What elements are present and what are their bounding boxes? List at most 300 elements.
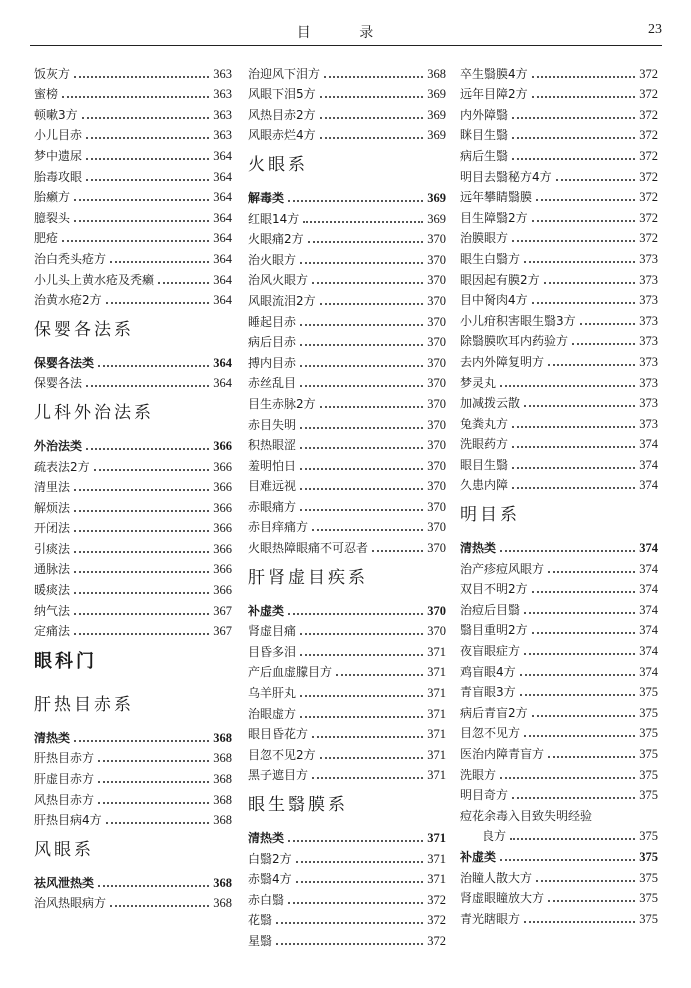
section-heading: 明目系 xyxy=(460,505,520,526)
toc-entry xyxy=(248,289,446,310)
entry-title: 治白秃头疮方 xyxy=(34,251,107,266)
entry-page-number: 363 xyxy=(213,128,232,143)
section-heading: 肝热目赤系 xyxy=(34,695,134,716)
entry-page-number: 375 xyxy=(639,829,658,844)
entry-page-number: 371 xyxy=(427,747,446,762)
dot-leader xyxy=(524,921,635,923)
dot-leader xyxy=(74,489,209,491)
section-heading: 火眼系 xyxy=(248,155,308,176)
entry-title: 赤丝乱目 xyxy=(248,376,297,391)
entry-page-number: 375 xyxy=(639,891,658,906)
entry-title: 清热类 xyxy=(34,730,71,745)
toc-column-2 xyxy=(248,62,446,950)
entry-title: 风眼下泪5方 xyxy=(248,87,316,102)
entry-title: 胎癞方 xyxy=(34,190,71,205)
entry-title: 赤翳4方 xyxy=(248,872,292,887)
dot-leader xyxy=(288,200,423,202)
entry-title: 洗眼方 xyxy=(460,767,497,782)
entry-title: 良方 xyxy=(482,829,507,844)
entry-title: 肝热目赤方 xyxy=(34,751,95,766)
toc-entry xyxy=(248,681,446,702)
dot-leader xyxy=(288,613,423,615)
entry-title: 清里法 xyxy=(34,480,71,495)
toc-entry xyxy=(34,268,232,289)
toc-entry xyxy=(248,847,446,868)
toc-entry xyxy=(34,124,232,145)
entry-title: 肝热目病4方 xyxy=(34,813,102,828)
toc-entry xyxy=(248,228,446,249)
entry-page-number: 370 xyxy=(427,335,446,350)
toc-category xyxy=(248,826,446,847)
entry-page-number: 369 xyxy=(427,107,446,122)
dot-leader xyxy=(320,137,424,139)
entry-page-number: 370 xyxy=(427,417,446,432)
entry-page-number: 364 xyxy=(213,355,232,370)
toc-entry xyxy=(248,516,446,537)
dot-leader xyxy=(524,735,635,737)
dot-leader xyxy=(500,777,635,779)
entry-title: 肾虚目痛 xyxy=(248,624,297,639)
entry-page-number: 370 xyxy=(427,314,446,329)
department-heading: 眼科门 xyxy=(34,651,97,673)
entry-title: 梦灵丸 xyxy=(460,375,497,390)
entry-page-number: 364 xyxy=(213,169,232,184)
dot-leader xyxy=(300,633,423,635)
entry-title: 久患内障 xyxy=(460,478,509,493)
toc-category xyxy=(34,871,232,892)
toc-entry xyxy=(34,892,232,913)
dot-leader xyxy=(320,303,424,305)
toc-entry xyxy=(34,247,232,268)
entry-title: 红眼14方 xyxy=(248,211,300,226)
toc-entry xyxy=(248,83,446,104)
entry-title: 洗眼药方 xyxy=(460,437,509,452)
entry-title: 治风火眼方 xyxy=(248,273,309,288)
dot-leader xyxy=(300,324,423,326)
entry-page-number: 375 xyxy=(639,849,658,864)
entry-page-number: 374 xyxy=(639,644,658,659)
entry-page-number: 368 xyxy=(213,751,232,766)
entry-title: 肥疮 xyxy=(34,231,59,246)
entry-page-number: 373 xyxy=(639,313,658,328)
entry-title: 远年目障2方 xyxy=(460,87,528,102)
dot-leader xyxy=(510,838,635,840)
toc-entry xyxy=(248,413,446,434)
entry-page-number: 370 xyxy=(427,293,446,308)
toc-entry xyxy=(460,907,658,928)
entry-title: 治风热眼病方 xyxy=(34,896,107,911)
entry-page-number: 370 xyxy=(427,541,446,556)
entry-page-number: 375 xyxy=(639,788,658,803)
dot-leader xyxy=(74,613,209,615)
dot-leader xyxy=(500,385,635,387)
toc-entry xyxy=(248,888,446,909)
dot-leader xyxy=(548,900,635,902)
entry-title: 保婴各法类 xyxy=(34,355,95,370)
dot-leader xyxy=(86,385,209,387)
dot-leader xyxy=(300,488,423,490)
toc-entry xyxy=(460,350,658,371)
dot-leader xyxy=(300,447,423,449)
toc-entry xyxy=(34,620,232,641)
dot-leader xyxy=(520,694,636,696)
page-title: 目 录 xyxy=(296,25,396,41)
entry-title: 睡起目赤 xyxy=(248,314,297,329)
toc-entry xyxy=(460,433,658,454)
entry-title: 风热目赤方 xyxy=(34,792,95,807)
dot-leader xyxy=(296,881,424,883)
entry-page-number: 366 xyxy=(213,583,232,598)
entry-title: 祛风泄热类 xyxy=(34,875,95,890)
dot-leader xyxy=(512,426,635,428)
toc-entry xyxy=(34,289,232,310)
dot-leader xyxy=(524,261,635,263)
entry-title: 远年攀睛翳膜 xyxy=(460,190,533,205)
entry-title: 目中胬肉4方 xyxy=(460,293,528,308)
toc-entry xyxy=(34,578,232,599)
entry-page-number: 368 xyxy=(213,772,232,787)
dot-leader xyxy=(500,859,635,861)
entry-title: 明目奇方 xyxy=(460,788,509,803)
toc-entry xyxy=(248,351,446,372)
dot-leader xyxy=(300,654,423,656)
entry-title: 治膜眼方 xyxy=(460,231,509,246)
entry-page-number: 366 xyxy=(213,500,232,515)
dot-leader xyxy=(524,612,635,614)
toc-entry xyxy=(460,742,658,763)
dot-leader xyxy=(512,446,635,448)
toc-entry xyxy=(248,743,446,764)
dot-leader xyxy=(74,633,209,635)
entry-title: 目生障翳2方 xyxy=(460,210,528,225)
dot-leader xyxy=(512,467,635,469)
toc-category xyxy=(248,599,446,620)
toc-entry xyxy=(248,702,446,723)
entry-title: 积热眼涩 xyxy=(248,438,297,453)
entry-title: 去内外障复明方 xyxy=(460,354,545,369)
dot-leader xyxy=(312,282,423,284)
entry-page-number: 364 xyxy=(213,231,232,246)
toc-entry xyxy=(248,495,446,516)
toc-entry xyxy=(248,640,446,661)
entry-page-number: 372 xyxy=(639,169,658,184)
entry-page-number: 369 xyxy=(427,211,446,226)
entry-title: 目忽不见方 xyxy=(460,726,521,741)
toc-entry xyxy=(248,661,446,682)
entry-page-number: 370 xyxy=(427,273,446,288)
section-heading: 儿科外治法系 xyxy=(34,403,154,424)
toc-entry xyxy=(460,598,658,619)
toc-entry xyxy=(460,763,658,784)
toc-entry xyxy=(34,558,232,579)
entry-title: 梦中遗尿 xyxy=(34,148,83,163)
entry-page-number: 374 xyxy=(639,623,658,638)
entry-title: 青盲眼3方 xyxy=(460,685,516,700)
dot-leader xyxy=(74,510,209,512)
dot-leader xyxy=(512,487,635,489)
entry-title: 保婴各法 xyxy=(34,376,83,391)
dot-leader xyxy=(300,344,423,346)
dot-leader xyxy=(98,781,209,783)
section-heading: 保婴各法系 xyxy=(34,320,134,341)
dot-leader xyxy=(320,117,424,119)
toc-entry xyxy=(34,788,232,809)
toc-entry xyxy=(460,557,658,578)
toc-entry xyxy=(248,392,446,413)
dot-leader xyxy=(300,468,423,470)
entry-title: 外治法类 xyxy=(34,438,83,453)
dot-leader xyxy=(300,716,423,718)
dot-leader xyxy=(74,551,209,553)
entry-page-number: 372 xyxy=(639,210,658,225)
dot-leader xyxy=(372,550,423,552)
toc-entry xyxy=(460,62,658,83)
entry-title: 胎毒攻眼 xyxy=(34,169,83,184)
entry-page-number: 368 xyxy=(427,66,446,81)
entry-title: 乌羊肝丸 xyxy=(248,686,297,701)
page-header xyxy=(30,18,662,46)
dot-leader xyxy=(288,902,423,904)
entry-title: 翳目重明2方 xyxy=(460,623,528,638)
entry-page-number: 370 xyxy=(427,479,446,494)
dot-leader xyxy=(296,861,424,863)
dot-leader xyxy=(74,530,209,532)
entry-page-number: 371 xyxy=(427,872,446,887)
dot-leader xyxy=(520,674,636,676)
entry-title: 赤目失明 xyxy=(248,417,297,432)
dot-leader xyxy=(512,240,635,242)
dot-leader xyxy=(556,179,636,181)
toc-entry xyxy=(34,62,232,83)
dot-leader xyxy=(62,240,209,242)
entry-page-number: 369 xyxy=(427,128,446,143)
entry-title: 治产疹痘风眼方 xyxy=(460,561,545,576)
entry-title: 开闭法 xyxy=(34,521,71,536)
toc-entry xyxy=(34,455,232,476)
entry-page-number: 370 xyxy=(427,252,446,267)
entry-title: 治瞳人散大方 xyxy=(460,870,533,885)
entry-title: 病后生翳 xyxy=(460,148,509,163)
entry-page-number: 368 xyxy=(213,896,232,911)
toc-entry xyxy=(460,392,658,413)
entry-page-number: 368 xyxy=(213,875,232,890)
dot-leader xyxy=(536,880,635,882)
entry-title: 小儿目赤 xyxy=(34,128,83,143)
entry-title: 补虚类 xyxy=(460,849,497,864)
entry-title: 加减拨云散 xyxy=(460,396,521,411)
dot-leader xyxy=(303,221,423,223)
toc-entry xyxy=(248,372,446,393)
toc-entry xyxy=(248,331,446,352)
toc-entry xyxy=(248,929,446,950)
entry-title: 眼生白翳方 xyxy=(460,251,521,266)
entry-page-number: 364 xyxy=(213,251,232,266)
toc-category xyxy=(460,845,658,866)
toc-entry xyxy=(248,764,446,785)
toc-entry xyxy=(460,660,658,681)
entry-title: 眯目生翳 xyxy=(460,128,509,143)
dot-leader xyxy=(98,760,209,762)
entry-title: 目昏多泪 xyxy=(248,644,297,659)
entry-page-number: 366 xyxy=(213,541,232,556)
entry-page-number: 370 xyxy=(427,603,446,618)
entry-title: 目生赤脉2方 xyxy=(248,396,316,411)
entry-page-number: 374 xyxy=(639,664,658,679)
dot-leader xyxy=(74,220,209,222)
entry-title: 蜜榜 xyxy=(34,87,59,102)
toc-entry xyxy=(460,722,658,743)
toc-entry xyxy=(34,144,232,165)
dot-leader xyxy=(532,591,636,593)
entry-page-number: 370 xyxy=(427,520,446,535)
entry-page-number: 370 xyxy=(427,376,446,391)
entry-page-number: 367 xyxy=(213,624,232,639)
toc-category xyxy=(248,186,446,207)
dot-leader xyxy=(110,905,209,907)
entry-page-number: 374 xyxy=(639,457,658,472)
toc-entry xyxy=(248,103,446,124)
toc-entry xyxy=(248,909,446,930)
entry-page-number: 373 xyxy=(639,354,658,369)
entry-title: 纳气法 xyxy=(34,603,71,618)
entry-title: 眼因起有膜2方 xyxy=(460,272,540,287)
dot-leader xyxy=(276,922,423,924)
dot-leader xyxy=(312,736,423,738)
toc-category xyxy=(34,726,232,747)
entry-page-number: 370 xyxy=(427,458,446,473)
toc-entry xyxy=(34,206,232,227)
toc-entry-line: 痘花余毒入目致失明经验 xyxy=(460,808,593,823)
dot-leader xyxy=(312,529,423,531)
entry-title: 明目去翳秘方4方 xyxy=(460,169,552,184)
dot-leader xyxy=(524,405,635,407)
entry-page-number: 368 xyxy=(213,813,232,828)
header-rule xyxy=(30,45,662,46)
dot-leader xyxy=(544,282,636,284)
dot-leader xyxy=(524,653,635,655)
toc-entry xyxy=(248,207,446,228)
entry-page-number: 363 xyxy=(213,107,232,122)
entry-page-number: 375 xyxy=(639,911,658,926)
entry-page-number: 370 xyxy=(427,624,446,639)
entry-title: 目难远视 xyxy=(248,479,297,494)
entry-page-number: 371 xyxy=(427,706,446,721)
entry-page-number: 373 xyxy=(639,272,658,287)
toc-entry xyxy=(248,269,446,290)
entry-title: 风热目赤2方 xyxy=(248,107,316,122)
dot-leader xyxy=(74,199,209,201)
toc-entry xyxy=(460,453,658,474)
dot-leader xyxy=(300,365,423,367)
entry-page-number: 373 xyxy=(639,396,658,411)
entry-title: 定痛法 xyxy=(34,624,71,639)
toc-entry xyxy=(248,248,446,269)
dot-leader xyxy=(324,76,423,78)
entry-title: 治火眼方 xyxy=(248,252,297,267)
toc-entry xyxy=(460,165,658,186)
entry-title: 卒生翳膜4方 xyxy=(460,66,528,81)
entry-title: 风眼流泪2方 xyxy=(248,293,316,308)
entry-page-number: 364 xyxy=(213,293,232,308)
toc-entry xyxy=(460,887,658,908)
dot-leader xyxy=(300,385,423,387)
dot-leader xyxy=(300,695,423,697)
entry-title: 鸡盲眼4方 xyxy=(460,664,516,679)
entry-page-number: 371 xyxy=(427,665,446,680)
entry-page-number: 369 xyxy=(427,190,446,205)
entry-title: 内外障翳 xyxy=(460,107,509,122)
entry-title: 黑子遮目方 xyxy=(248,768,309,783)
dot-leader xyxy=(98,802,209,804)
entry-page-number: 366 xyxy=(213,480,232,495)
dot-leader xyxy=(532,76,636,78)
toc-entry xyxy=(460,309,658,330)
section-heading: 眼生翳膜系 xyxy=(248,795,348,816)
toc-category xyxy=(34,351,232,372)
entry-title: 臆裂头 xyxy=(34,210,71,225)
toc-entry xyxy=(460,578,658,599)
entry-page-number: 369 xyxy=(427,87,446,102)
entry-page-number: 367 xyxy=(213,603,232,618)
entry-page-number: 372 xyxy=(427,913,446,928)
entry-title: 夜盲眼症方 xyxy=(460,644,521,659)
entry-page-number: 375 xyxy=(639,870,658,885)
entry-title: 小儿头上黄水疮及秃癞 xyxy=(34,272,155,287)
toc-entry xyxy=(460,474,658,495)
toc-entry xyxy=(460,268,658,289)
toc-category xyxy=(460,536,658,557)
dot-leader xyxy=(580,323,636,325)
entry-page-number: 364 xyxy=(213,210,232,225)
dot-leader xyxy=(62,96,209,98)
toc-category xyxy=(34,434,232,455)
entry-page-number: 374 xyxy=(639,541,658,556)
entry-title: 赤目痒痛方 xyxy=(248,520,309,535)
dot-leader xyxy=(86,158,209,160)
dot-leader xyxy=(512,137,635,139)
toc-entry xyxy=(34,496,232,517)
entry-page-number: 372 xyxy=(639,107,658,122)
dot-leader xyxy=(532,715,636,717)
entry-page-number: 371 xyxy=(427,831,446,845)
toc-entry xyxy=(248,124,446,145)
entry-title: 星翳 xyxy=(248,933,273,948)
toc-entry xyxy=(248,454,446,475)
entry-title: 病后青盲2方 xyxy=(460,705,528,720)
entry-page-number: 372 xyxy=(639,87,658,102)
toc-entry xyxy=(460,825,658,846)
entry-title: 搏内目赤 xyxy=(248,355,297,370)
toc-entry xyxy=(460,227,658,248)
toc-entry xyxy=(34,476,232,497)
toc-entry xyxy=(248,475,446,496)
toc-entry xyxy=(34,537,232,558)
entry-page-number: 364 xyxy=(213,376,232,391)
entry-page-number: 375 xyxy=(639,726,658,741)
toc-entry xyxy=(460,639,658,660)
toc-entry xyxy=(460,206,658,227)
dot-leader xyxy=(532,302,636,304)
toc-entry xyxy=(248,620,446,641)
dot-leader xyxy=(500,550,635,552)
toc-entry xyxy=(460,124,658,145)
entry-page-number: 374 xyxy=(639,582,658,597)
dot-leader xyxy=(98,365,209,367)
entry-title: 疏表法2方 xyxy=(34,459,90,474)
dot-leader xyxy=(300,262,423,264)
entry-title: 火眼热障眼痛不可忍者 xyxy=(248,541,369,556)
entry-page-number: 366 xyxy=(213,562,232,577)
